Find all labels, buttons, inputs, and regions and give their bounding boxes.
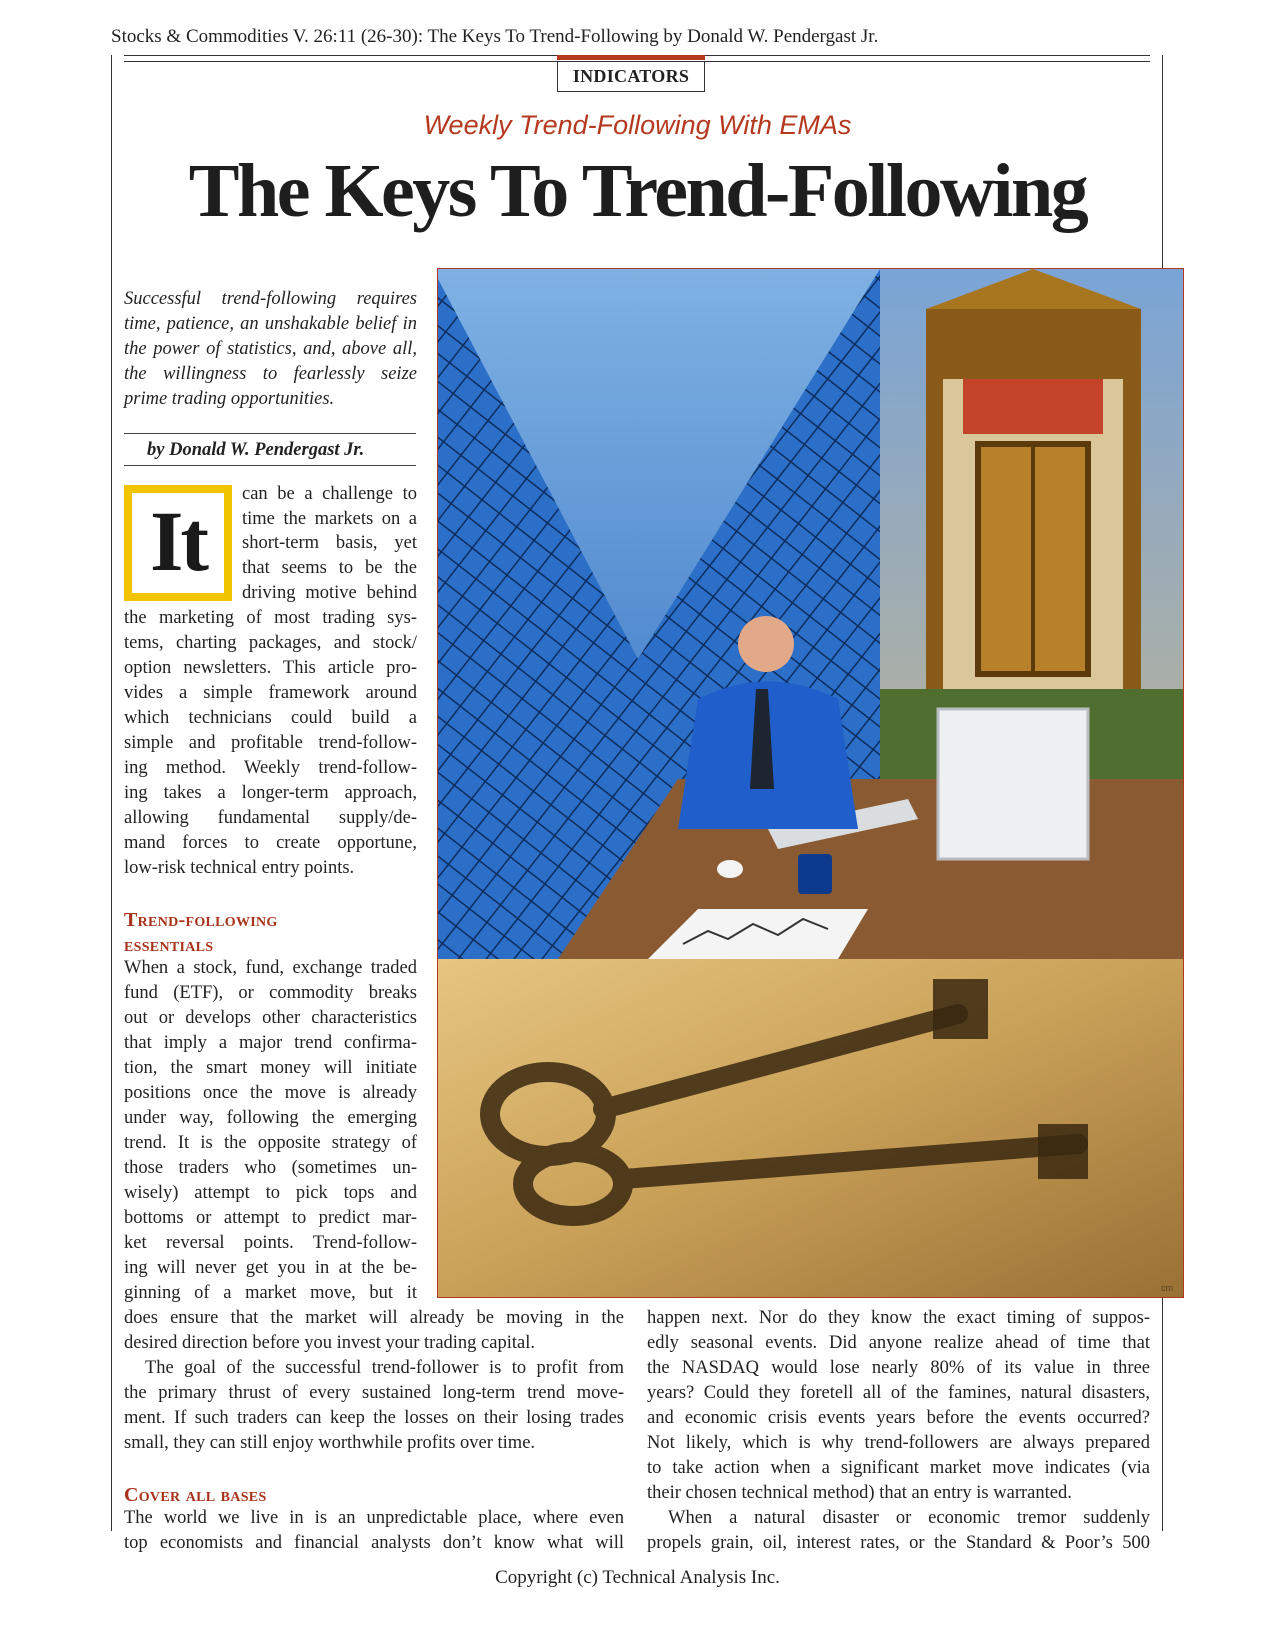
body-line: edly seasonal events. Did anyone realize ahead of time that — [647, 1333, 1150, 1353]
photo-credit: cm — [1161, 1283, 1173, 1293]
intro-line: that seems to be the — [242, 558, 417, 578]
body-line: small, they can still enjoy worthwhile profits over time. — [124, 1433, 536, 1453]
section-accent-bar — [557, 55, 705, 60]
body-line: propels grain, oil, interest rates, or the Standard & Poor’s 500 — [647, 1533, 1150, 1553]
article-title: The Keys To Trend-Following — [188, 149, 1087, 233]
body-line: ket reversal points. Trend-follow- — [124, 1233, 417, 1253]
article-deck: Successful trend-following requires time, patience, an unshakable belief in the power of statistics, and, above all, the willingness to fearlessly seize prime trading opportunities. — [124, 289, 417, 409]
body-line: fund (ETF), or commodity breaks — [124, 983, 417, 1003]
body-line: the NASDAQ would lose nearly 80% of its value in three — [647, 1358, 1150, 1378]
intro-line: ing method. Weekly trend-follow- — [124, 758, 417, 778]
body-line: wisely) attempt to pick tops and — [124, 1183, 417, 1203]
body-line: desired direction before you invest your trading capital. — [124, 1333, 535, 1353]
temple-canopy — [963, 379, 1103, 434]
byline-rule-top — [124, 433, 416, 434]
intro-line: low-risk technical entry points. — [124, 858, 355, 878]
body-line: The goal of the successful trend-follower is to profit from — [145, 1358, 624, 1378]
body-line: ing will never get you in at the be- — [124, 1258, 417, 1278]
running-head: Stocks & Commodities V. 26:11 (26-30): The Keys To Trend-Following by Donald W. Pendergast Jr. — [111, 26, 879, 47]
body-line: the primary thrust of every sustained long-term trend move- — [124, 1383, 624, 1403]
body-line: and economic crisis events years before the events occurred? — [647, 1408, 1150, 1428]
body-line: ment. If such traders can keep the losses on their losing trades — [124, 1408, 624, 1428]
right-margin-rule-lower — [1162, 1297, 1163, 1531]
coffee-mug — [798, 854, 832, 894]
body-line: happen next. Nor do they know the exact timing of suppos- — [647, 1308, 1150, 1328]
section-label: INDICATORS — [557, 61, 705, 92]
intro-line: driving motive behind — [242, 583, 417, 603]
illustration-svg — [438, 269, 1183, 1297]
left-margin-rule — [111, 55, 112, 1531]
article-illustration — [437, 268, 1184, 1298]
body-line: trend. It is the opposite strategy of — [124, 1133, 417, 1153]
intro-line: allowing fundamental supply/de- — [124, 808, 417, 828]
intro-line: short-term basis, yet — [242, 533, 417, 553]
body-line: ginning of a market move, but it — [124, 1283, 417, 1303]
subhead-line: Trend-following — [124, 909, 278, 931]
body-line: that imply a major trend confirma- — [124, 1033, 417, 1053]
body-line: When a stock, fund, exchange traded — [124, 958, 417, 978]
byline: by Donald W. Pendergast Jr. — [147, 440, 365, 460]
body-line: top economists and financial analysts don’t know what will — [124, 1533, 624, 1553]
intro-line: option newsletters. This article pro- — [124, 658, 417, 678]
body-line: those traders who (sometimes un- — [124, 1158, 417, 1178]
intro-line: time the markets on a — [242, 509, 417, 529]
article-subtitle: Weekly Trend-Following With EMAs — [423, 110, 852, 140]
body-line: to take action when a significant market move indicates (via — [647, 1458, 1150, 1478]
man-head — [738, 616, 794, 672]
subhead-cover-all-bases: Cover all bases — [124, 1484, 267, 1506]
body-line: positions once the move is already — [124, 1083, 417, 1103]
intro-line: simple and profitable trend-follow- — [124, 733, 417, 753]
subhead-trend-following-essentials — [124, 908, 278, 958]
body-line: Not likely, which is why trend-followers are always prepared — [647, 1433, 1150, 1453]
byline-rule-bottom — [124, 465, 416, 466]
copyright-footer: Copyright (c) Technical Analysis Inc. — [495, 1567, 780, 1588]
intro-line: the marketing of most trading sys- — [124, 608, 417, 628]
body-line: bottoms or attempt to predict mar- — [124, 1208, 417, 1228]
intro-line: ing takes a longer-term approach, — [124, 783, 417, 803]
intro-line: tems, charting packages, and stock/ — [124, 633, 417, 653]
body-line: The world we live in is an unpredictable place, where even — [124, 1508, 624, 1528]
body-line: When a natural disaster or economic tremor suddenly — [668, 1508, 1150, 1528]
body-line: under way, following the emerging — [124, 1108, 417, 1128]
intro-line: which technicians could build a — [124, 708, 417, 728]
body-line: out or develops other characteristics — [124, 1008, 417, 1028]
body-line: years? Could they foretell all of the famines, natural disasters, — [647, 1383, 1150, 1403]
body-line: their chosen technical method) that an entry is warranted. — [647, 1483, 1072, 1503]
intro-line: mand forces to create opportune, — [124, 833, 417, 853]
body-line: does ensure that the market will already be moving in the — [124, 1308, 624, 1328]
body-line: tion, the smart money will initiate — [124, 1058, 417, 1078]
intro-line: can be a challenge to — [242, 484, 417, 504]
intro-line: vides a simple framework around — [124, 683, 417, 703]
drop-cap: It — [124, 485, 232, 601]
computer-monitor — [938, 709, 1088, 859]
subhead-line: essentials — [124, 934, 214, 956]
mouse — [717, 860, 743, 878]
